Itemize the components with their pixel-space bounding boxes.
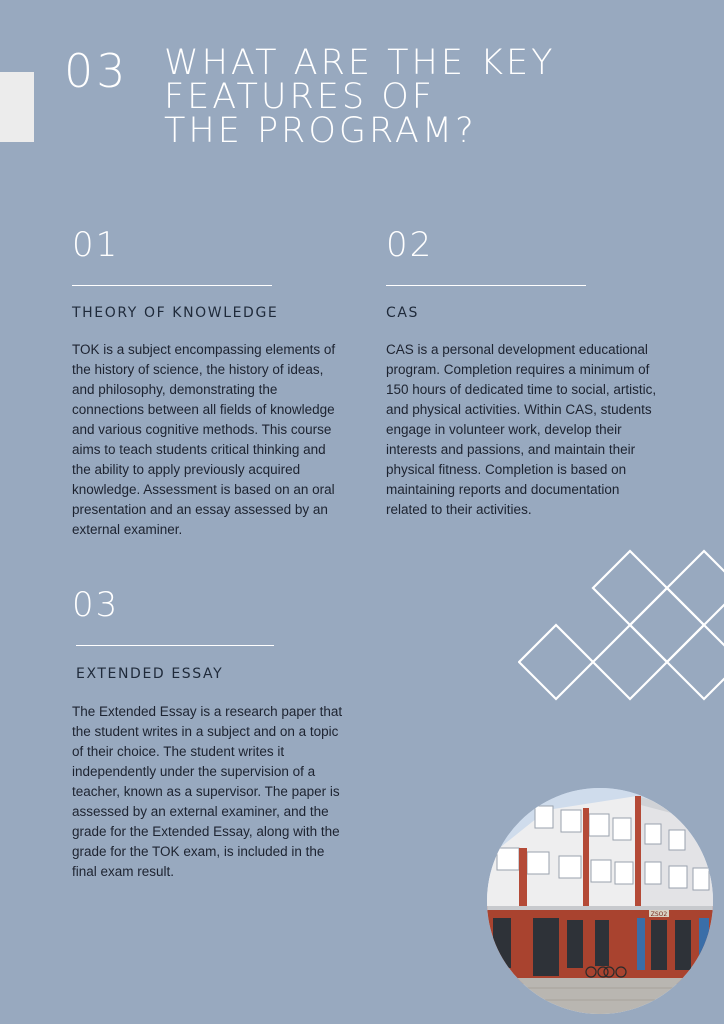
section-number-ee: 03 (72, 585, 120, 625)
diamond-shape (630, 588, 704, 662)
section-heading-cas: CAS (386, 305, 420, 321)
diamond-shape (593, 625, 667, 699)
section-number-tok: 01 (72, 225, 120, 265)
building-sign: ZSO2 (650, 911, 668, 918)
section-number-cas: 02 (386, 225, 434, 265)
page-title: WHAT ARE THE KEY FEATURES OF THE PROGRAM? (164, 43, 556, 151)
section-divider-tok (72, 285, 272, 286)
page-section-number: 03 (64, 44, 129, 98)
section-divider-cas (386, 285, 586, 286)
side-accent-bar (0, 72, 34, 142)
section-heading-ee: EXTENDED ESSAY (76, 666, 224, 682)
diamond-shape (667, 551, 724, 625)
section-body-tok: TOK is a subject encompassing elements of the history of science, the history of ideas, and philosophy, demonstrating the connections between all fields of knowledge and various cognitive methods. This course aims to teach students critical thinking and the ability to apply previously acquired knowledge. Assessment is based on an oral presentation and an essay assessed by an external examiner. (72, 342, 336, 537)
section-heading-tok: THEORY OF KNOWLEDGE (72, 305, 279, 321)
section-divider-ee (76, 645, 274, 646)
diamond-shape (667, 625, 724, 699)
diamond-shape (519, 625, 593, 699)
diamond-shape (593, 551, 667, 625)
school-building-photo (487, 788, 713, 1014)
diamond-pattern (518, 548, 724, 704)
section-body-cas: CAS is a personal development educational program. Completion requires a minimum of 150 hours of dedicated time to social, artistic, and physical activities. Within CAS, students engage in volunteer work, develop their interests and passions, and maintain their physical fitness. Completion is based on maintaining reports and documentation related to their activities. (386, 342, 657, 517)
section-body-ee: The Extended Essay is a research paper that the student writes in a subject and on a topic of their choice. The student writes it independently under the supervision of a teacher, known as a supervisor. The paper is assessed by an external examiner, and the grade for the Extended Essay, along with the grade for the TOK exam, is included in the final exam result. (72, 704, 343, 879)
